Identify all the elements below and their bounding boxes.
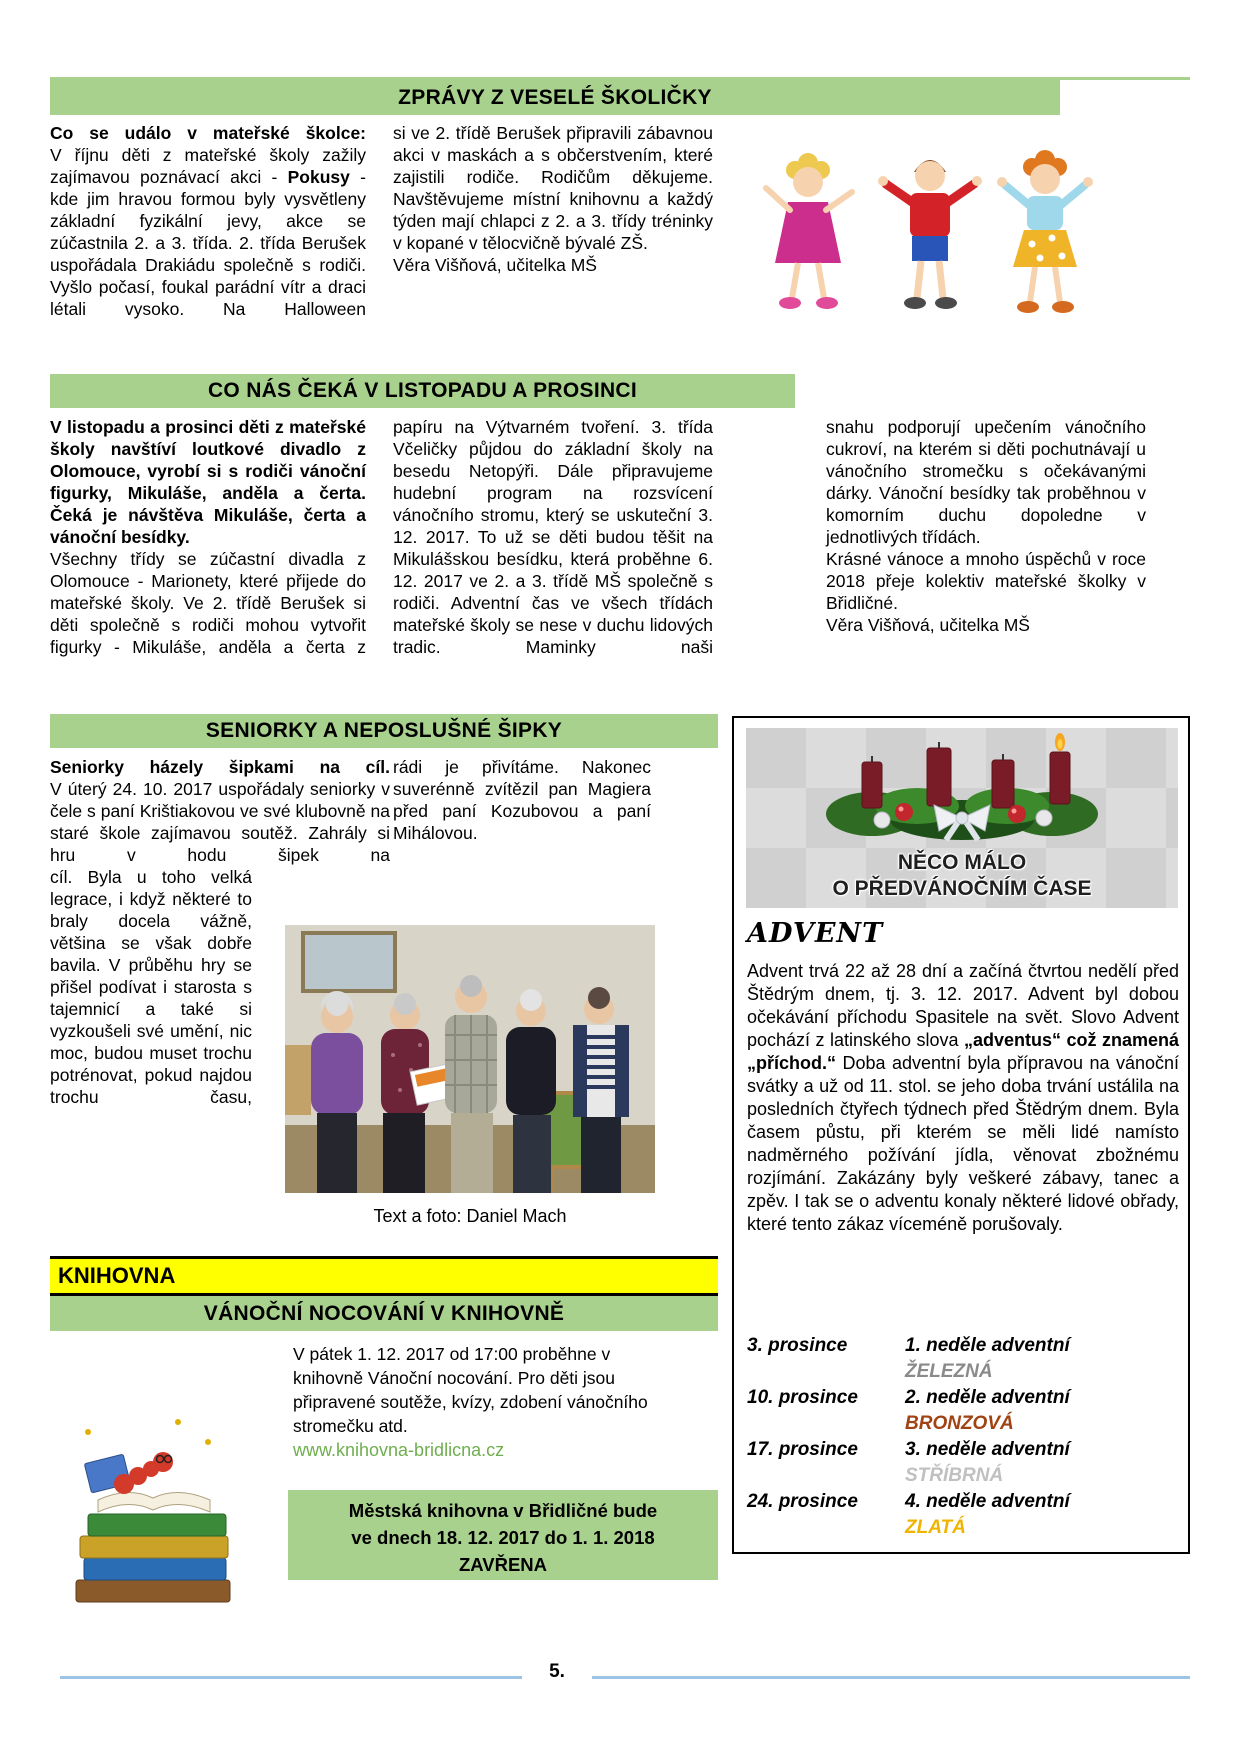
schedule-sunday-name: ŽELEZNÁ: [905, 1361, 993, 1382]
s3-lead: Seniorky házely šipkami na cíl.: [50, 757, 390, 777]
section-title: VÁNOČNÍ NOCOVÁNÍ V KNIHOVNĚ: [203, 1301, 565, 1325]
s3-column-narrow: [50, 866, 252, 1108]
section-title: CO NÁS ČEKÁ V LISTOPADU A PROSINCI: [207, 379, 638, 402]
notice-line2: ve dnech 18. 12. 2017 do 1. 1. 2018: [351, 1527, 655, 1548]
page-number: 5.: [549, 1661, 565, 1682]
schedule-row: [747, 1437, 1179, 1489]
s3-column-wide: [50, 756, 390, 866]
s3-col2-body: rádi je přivítáme. Nakonec suverénně zvítězil pan Magiera před paní Kozubovou a paní Mihálovou.: [393, 757, 651, 843]
schedule-sunday-name: STŘÍBRNÁ: [905, 1465, 1004, 1486]
section-title: ZPRÁVY Z VESELÉ ŠKOLIČKY: [398, 85, 712, 109]
schedule-desc: 1. neděle adventní: [905, 1335, 1070, 1356]
s3-column-2: [393, 756, 651, 844]
schedule-desc: 3. neděle adventní: [905, 1439, 1070, 1460]
advent-title-line2: O PŘEDVÁNOČNÍM ČASE: [832, 877, 1092, 900]
library-label: KNIHOVNA: [58, 1263, 176, 1288]
section-title: SENIORKY A NEPOSLUŠNÉ ŠIPKY: [205, 719, 563, 742]
s2-col1-body: Všechny třídy se zúčastní divadla z Olomouce - Marionety, které přijede do mateřské školy. Ve 2. třídě Berušek si děti společně s rodiči mohou vytvořit figurky - Mikuláše, anděla a čerta z: [50, 549, 366, 657]
children-dancing-illustration: [740, 126, 1125, 333]
schedule-desc: 4. neděle adventní: [905, 1491, 1070, 1512]
notice-line1: Městská knihovna v Břidličné bude: [348, 1500, 658, 1521]
schedule-date: 3. prosince: [747, 1335, 848, 1356]
s1-column-2: [393, 122, 713, 276]
photo-caption: Text a foto: Daniel Mach: [373, 1206, 567, 1226]
schedule-sunday-name: ZLATÁ: [905, 1517, 966, 1538]
schedule-sunday-name: BRONZOVÁ: [905, 1413, 1014, 1434]
s2-col2-body: papíru na Výtvarném tvoření. 3. třída Včeličky půjdou do základní školy na besedu Netopýři. Dále připravujeme hudební program na rozsvícení vánočního stromu, který se uskuteční 3. 12. 2017. To už se děti budou těšit na Mikulášskou besídku, která proběhne 6. 12. 2017 ve 2. a 3. třídě MŠ společně s rodiči. Adventní čas ve všech třídách mateřské školy se nese v duchu lidových tradic. Maminky naši: [393, 417, 713, 657]
advent-heading: ADVENT: [747, 918, 884, 949]
footer-rule-left: [60, 1676, 522, 1679]
s2-column-1: [50, 416, 366, 658]
footer-rule-right: [592, 1676, 1190, 1679]
section-header-skolicka: [50, 80, 1060, 115]
schedule-row: [747, 1333, 1179, 1385]
library-closed-notice: [288, 1490, 718, 1580]
advent-wreath-illustration: [812, 730, 1112, 842]
library-body: V pátek 1. 12. 2017 od 17:00 proběhne v knihovně Vánoční nocování. Pro děti jsou připravené soutěže, kvízy, zdobení vánočního stromečku atd.: [293, 1344, 648, 1436]
s1-signature: Věra Višňová, učitelka MŠ: [393, 255, 597, 275]
s1-column-1: [50, 122, 366, 320]
books-clipart: [58, 1392, 248, 1614]
advent-title-panel: [746, 728, 1178, 908]
schedule-date: 24. prosince: [747, 1491, 858, 1512]
schedule-row: [747, 1489, 1179, 1541]
advent-schedule: [747, 1333, 1179, 1541]
s1-col1-body: V říjnu děti z mateřské školy zažily zajímavou poznávací akci - Pokusy - kde jim hravou formou byly vysvětleny základní fyzikální jevy, akce se zúčastnila 2. a 3. třída. 2. třída Berušek uspořádala Drakiádu společně s rodiči. Vyšlo počasí, foukal parádní vítr a draci létali vysoko. Na Halloween: [50, 145, 366, 319]
schedule-date: 10. prosince: [747, 1387, 858, 1408]
schedule-desc: 2. neděle adventní: [905, 1387, 1070, 1408]
section-header-listopad: [50, 374, 795, 408]
library-label-bar: [50, 1256, 718, 1296]
s1-col1-lead: Co se událo v mateřské školce:: [50, 123, 366, 143]
s2-signature: Věra Višňová, učitelka MŠ: [826, 615, 1030, 635]
advent-box: [732, 716, 1190, 1554]
advent-title-line1: NĚCO MÁLO: [897, 851, 1027, 874]
s2-col3-body1: snahu podporují upečením vánočního cukroví, na kterém si děti pochutnávají u vánočního stromečku s očekávanými dárky. Vánoční besídky tak proběhnou v komorním duchu dopoledne v jednotlivých třídách.: [826, 417, 1146, 547]
s2-col3-body2: Krásné vánoce a mnoho úspěchů v roce 2018 přeje kolektiv mateřské školky v Břidličné.: [826, 549, 1146, 613]
s2-column-3: [826, 416, 1146, 636]
s3-wide-body: V úterý 24. 10. 2017 uspořádaly seniorky v čele s paní Krištiakovou ve své klubovně na staré škole zajímavou soutěž. Zahrály si hru v hodu šipek na: [50, 779, 390, 865]
schedule-date: 17. prosince: [747, 1439, 858, 1460]
schedule-row: [747, 1385, 1179, 1437]
s2-col1-lead: V listopadu a prosinci děti z mateřské školy navštíví loutkové divadlo z Olomouce, vyrobí si s rodiči vánoční figurky, Mikuláše, anděla a čerta. Čeká je návštěva Mikuláše, čerta a vánoční besídky.: [50, 417, 366, 547]
advent-panel-title: [746, 850, 1178, 902]
s2-column-2: [393, 416, 713, 658]
library-website-link[interactable]: www.knihovna-bridlicna.cz: [293, 1440, 505, 1460]
seniors-group-photo: [285, 925, 655, 1193]
s1-col2-body: si ve 2. třídě Berušek připravili zábavnou akci v maskách a s občerstvením, které zajistili rodiče. Rodičům děkujeme. Navštěvujeme místní knihovnu a každý týden mají chlapci z 2. a 3. třídy tréninky v kopané v tělocvičně bývalé ZŠ.: [393, 123, 713, 253]
advent-body: Advent trvá 22 až 28 dní a začíná čtvrtou nedělí před Štědrým dnem, tj. 3. 12. 2017. Advent byl dobou očekávání příchodu Spasitele na svět. Slovo Advent pochází z latinského slova „adventus“ což znamená „příchod.“ Doba adventní byla přípravou na vánoční svátky a už od 11. stol. se jeho doba trvání ustálila na posledních čtyřech týdnech před Štědrým dnem. Byla časem půstu, při kterém se měli lidé namísto nadměrného požívání jídla, věnovat zbožnému rozjímání. Zakázány byly veškeré zábavy, tanec a zpěv. I tak se o adventu konaly některé lidové obřady, které tento zákaz víceméně porušovaly.: [747, 961, 1179, 1234]
section-header-nocovani: [50, 1296, 718, 1331]
library-paragraph: [293, 1342, 655, 1462]
s3-narrow-body: cíl. Byla u toho velká legrace, i když některé to braly docela vážně, většina se však dobře bavila. V průběhu hry se přišel podívat i starosta s tajemnicí a také si vyzkoušeli své umění, nic moc, budou muset trochu potrénovat, pokud najdou trochu času,: [50, 867, 252, 1107]
notice-line3: ZAVŘENA: [458, 1554, 548, 1575]
section-header-seniorky: [50, 714, 718, 748]
